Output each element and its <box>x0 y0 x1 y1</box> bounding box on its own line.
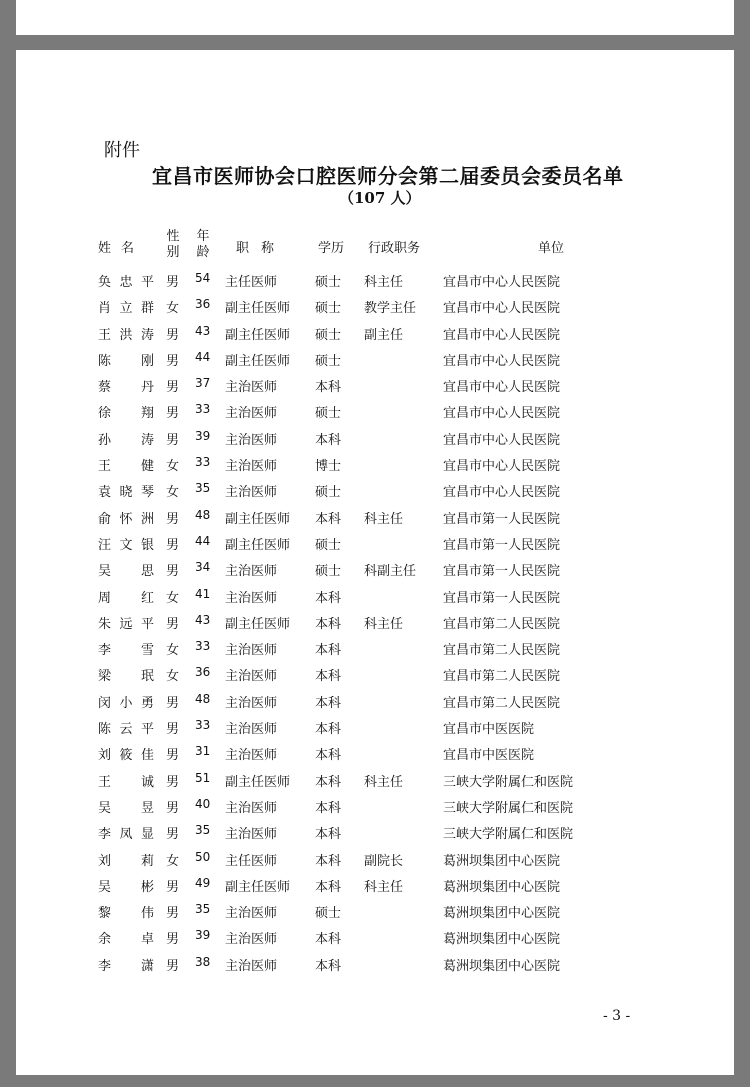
header-post: 行政职务 <box>368 241 421 256</box>
member-title: 主治医师 <box>225 800 278 816</box>
member-education: 本科 <box>315 643 342 659</box>
member-unit: 三峡大学附属仁和医院 <box>443 774 574 790</box>
member-title: 主治医师 <box>225 564 278 580</box>
member-age: 43 <box>195 323 211 338</box>
attachment-label: 附件 <box>104 140 140 161</box>
member-unit: 宜昌市中心人民医院 <box>443 432 561 448</box>
member-post: 副主任 <box>364 327 404 343</box>
table-row <box>16 425 734 451</box>
table-row <box>16 740 734 766</box>
member-age: 41 <box>195 586 211 601</box>
header-unit: 单位 <box>538 241 565 256</box>
member-unit: 宜昌市中心人民医院 <box>443 301 561 317</box>
member-education: 本科 <box>315 958 342 974</box>
member-title: 主治医师 <box>225 827 278 843</box>
member-name: 王诚 <box>98 774 154 790</box>
member-age: 48 <box>195 691 211 706</box>
member-gender: 女 <box>166 301 180 317</box>
header-title: 职称 <box>236 241 287 256</box>
member-post: 科主任 <box>364 879 404 895</box>
member-unit: 宜昌市中心人民医院 <box>443 275 561 290</box>
member-name: 汪文银 <box>98 537 154 553</box>
member-age: 34 <box>195 560 211 575</box>
member-age: 54 <box>195 271 211 285</box>
member-age: 35 <box>195 823 211 838</box>
member-name: 俞怀洲 <box>98 511 154 527</box>
header-age: 年龄 <box>196 229 210 260</box>
member-age: 31 <box>195 744 211 759</box>
member-age: 39 <box>195 428 211 443</box>
member-education: 硕士 <box>315 906 342 922</box>
member-education: 本科 <box>315 853 342 869</box>
member-gender: 男 <box>166 774 180 790</box>
header-education: 学历 <box>318 241 345 256</box>
member-name: 周红 <box>98 590 154 606</box>
member-name: 黎伟 <box>98 906 154 922</box>
member-age: 48 <box>195 507 211 522</box>
member-name: 李雪 <box>98 643 154 659</box>
member-gender: 男 <box>166 327 180 343</box>
table-row <box>16 819 734 845</box>
member-education: 硕士 <box>315 353 342 369</box>
table-row <box>16 898 734 924</box>
member-unit: 宜昌市中心人民医院 <box>443 406 561 422</box>
member-unit: 宜昌市中医医院 <box>443 748 535 764</box>
member-education: 本科 <box>315 511 342 527</box>
member-unit: 葛洲坝集团中心医院 <box>443 932 561 948</box>
member-age: 33 <box>195 639 211 654</box>
member-title: 副主任医师 <box>225 301 291 317</box>
table-row <box>16 293 734 319</box>
table-row <box>16 661 734 687</box>
table-row <box>16 556 734 582</box>
member-title: 副主任医师 <box>225 616 291 632</box>
header-gender: 性别 <box>166 229 180 260</box>
member-unit: 葛洲坝集团中心医院 <box>443 853 561 869</box>
member-name: 陈云平 <box>98 722 154 738</box>
table-row <box>16 398 734 424</box>
member-title: 主治医师 <box>225 485 278 501</box>
member-gender: 男 <box>166 275 180 290</box>
member-age: 33 <box>195 718 211 733</box>
member-title: 主治医师 <box>225 380 278 396</box>
member-gender: 男 <box>166 879 180 895</box>
member-title: 副主任医师 <box>225 879 291 895</box>
member-unit: 葛洲坝集团中心医院 <box>443 958 561 974</box>
member-unit: 葛洲坝集团中心医院 <box>443 879 561 895</box>
member-gender: 女 <box>166 459 180 475</box>
member-education: 本科 <box>315 616 342 632</box>
member-gender: 男 <box>166 380 180 396</box>
member-education: 本科 <box>315 774 342 790</box>
member-title: 副主任医师 <box>225 327 291 343</box>
member-gender: 男 <box>166 800 180 816</box>
member-gender: 女 <box>166 853 180 869</box>
member-education: 硕士 <box>315 275 342 290</box>
member-age: 33 <box>195 455 211 470</box>
member-education: 博士 <box>315 459 342 475</box>
member-name: 奂忠平 <box>98 275 154 290</box>
member-unit: 宜昌市第二人民医院 <box>443 695 561 711</box>
member-gender: 男 <box>166 748 180 764</box>
member-post: 副院长 <box>364 853 404 869</box>
document-title: 宜昌市医师协会口腔医师分会第二届委员会委员名单 <box>152 164 624 188</box>
member-title: 主治医师 <box>225 932 278 948</box>
table-row <box>16 951 734 977</box>
member-age: 50 <box>195 849 211 864</box>
member-gender: 男 <box>166 432 180 448</box>
member-name: 徐翔 <box>98 406 154 422</box>
member-name: 肖立群 <box>98 301 154 317</box>
member-gender: 男 <box>166 616 180 632</box>
member-gender: 男 <box>166 695 180 711</box>
member-gender: 男 <box>166 906 180 922</box>
member-education: 本科 <box>315 827 342 843</box>
member-name: 袁晓琴 <box>98 485 154 501</box>
member-name: 王健 <box>98 459 154 475</box>
member-education: 本科 <box>315 380 342 396</box>
member-name: 陈刚 <box>98 353 154 369</box>
member-education: 硕士 <box>315 406 342 422</box>
member-title: 主治医师 <box>225 432 278 448</box>
member-gender: 男 <box>166 564 180 580</box>
member-unit: 宜昌市第一人民医院 <box>443 590 561 606</box>
member-post: 科主任 <box>364 616 404 632</box>
member-unit: 宜昌市中心人民医院 <box>443 459 561 475</box>
member-age: 44 <box>195 533 211 548</box>
member-name: 王洪涛 <box>98 327 154 343</box>
member-unit: 宜昌市第一人民医院 <box>443 564 561 580</box>
member-age: 33 <box>195 402 211 417</box>
member-unit: 宜昌市第一人民医院 <box>443 537 561 553</box>
member-unit: 宜昌市中心人民医院 <box>443 327 561 343</box>
member-name: 朱远平 <box>98 616 154 632</box>
member-gender: 男 <box>166 932 180 948</box>
member-age: 36 <box>195 297 211 312</box>
member-title: 副主任医师 <box>225 511 291 527</box>
previous-page <box>16 0 734 35</box>
member-name: 吴思 <box>98 564 154 580</box>
member-title: 主治医师 <box>225 748 278 764</box>
table-row <box>16 530 734 556</box>
member-title: 主任医师 <box>225 275 278 290</box>
member-education: 硕士 <box>315 485 342 501</box>
member-age: 38 <box>195 954 211 969</box>
header-name: 姓名 <box>98 241 145 256</box>
member-education: 硕士 <box>315 301 342 317</box>
member-post: 教学主任 <box>364 301 417 317</box>
member-name: 吴彬 <box>98 879 154 895</box>
member-age: 40 <box>195 796 211 811</box>
member-education: 本科 <box>315 748 342 764</box>
member-education: 本科 <box>315 669 342 685</box>
member-unit: 宜昌市第二人民医院 <box>443 643 561 659</box>
member-gender: 女 <box>166 643 180 659</box>
member-post: 科副主任 <box>364 564 417 580</box>
member-table <box>16 267 734 977</box>
member-title: 主治医师 <box>225 958 278 974</box>
member-age: 51 <box>195 770 211 785</box>
table-row <box>16 451 734 477</box>
member-gender: 女 <box>166 485 180 501</box>
member-name: 李潇 <box>98 958 154 974</box>
member-title: 主治医师 <box>225 695 278 711</box>
table-row <box>16 477 734 503</box>
member-name: 吴昱 <box>98 800 154 816</box>
table-row <box>16 346 734 372</box>
table-row <box>16 609 734 635</box>
member-age: 43 <box>195 612 211 627</box>
member-education: 本科 <box>315 932 342 948</box>
member-name: 闵小勇 <box>98 695 154 711</box>
table-row <box>16 320 734 346</box>
member-gender: 男 <box>166 353 180 369</box>
member-education: 本科 <box>315 879 342 895</box>
member-age: 35 <box>195 902 211 917</box>
table-row <box>16 872 734 898</box>
table-row <box>16 924 734 950</box>
table-row <box>16 267 734 293</box>
member-gender: 男 <box>166 722 180 738</box>
member-unit: 宜昌市中医医院 <box>443 722 535 738</box>
member-unit: 宜昌市第二人民医院 <box>443 669 561 685</box>
table-row <box>16 714 734 740</box>
member-age: 44 <box>195 349 211 364</box>
member-title: 主治医师 <box>225 669 278 685</box>
table-row <box>16 372 734 398</box>
member-title: 主治医师 <box>225 643 278 659</box>
member-education: 本科 <box>315 722 342 738</box>
member-post: 科主任 <box>364 275 404 290</box>
table-row <box>16 767 734 793</box>
member-education: 本科 <box>315 432 342 448</box>
member-gender: 男 <box>166 537 180 553</box>
table-row <box>16 793 734 819</box>
member-post: 科主任 <box>364 774 404 790</box>
member-age: 49 <box>195 875 211 890</box>
table-row <box>16 583 734 609</box>
member-count: （107 人） <box>339 189 421 207</box>
member-name: 孙涛 <box>98 432 154 448</box>
member-unit: 三峡大学附属仁和医院 <box>443 827 574 843</box>
member-name: 刘筱佳 <box>98 748 154 764</box>
table-row <box>16 846 734 872</box>
member-education: 硕士 <box>315 537 342 553</box>
member-name: 梁珉 <box>98 669 154 685</box>
member-education: 本科 <box>315 695 342 711</box>
table-row <box>16 688 734 714</box>
table-row <box>16 504 734 530</box>
member-title: 副主任医师 <box>225 353 291 369</box>
member-gender: 男 <box>166 958 180 974</box>
member-gender: 男 <box>166 511 180 527</box>
member-unit: 宜昌市中心人民医院 <box>443 353 561 369</box>
table-row <box>16 635 734 661</box>
member-title: 主治医师 <box>225 722 278 738</box>
member-name: 刘莉 <box>98 853 154 869</box>
member-title: 主任医师 <box>225 853 278 869</box>
member-gender: 女 <box>166 669 180 685</box>
member-education: 硕士 <box>315 327 342 343</box>
member-unit: 宜昌市中心人民医院 <box>443 485 561 501</box>
member-unit: 宜昌市中心人民医院 <box>443 380 561 396</box>
member-name: 李凤显 <box>98 827 154 843</box>
member-title: 副主任医师 <box>225 774 291 790</box>
member-gender: 男 <box>166 827 180 843</box>
member-unit: 三峡大学附属仁和医院 <box>443 800 574 816</box>
member-title: 主治医师 <box>225 459 278 475</box>
member-title: 主治医师 <box>225 906 278 922</box>
member-education: 本科 <box>315 590 342 606</box>
member-title: 主治医师 <box>225 590 278 606</box>
member-title: 主治医师 <box>225 406 278 422</box>
member-gender: 女 <box>166 590 180 606</box>
member-age: 35 <box>195 481 211 496</box>
member-name: 余卓 <box>98 932 154 948</box>
document-page <box>16 50 734 1075</box>
member-gender: 男 <box>166 406 180 422</box>
member-age: 39 <box>195 928 211 943</box>
member-unit: 宜昌市第一人民医院 <box>443 511 561 527</box>
member-age: 37 <box>195 376 211 391</box>
member-title: 副主任医师 <box>225 537 291 553</box>
member-unit: 葛洲坝集团中心医院 <box>443 906 561 922</box>
member-age: 36 <box>195 665 211 680</box>
member-unit: 宜昌市第二人民医院 <box>443 616 561 632</box>
member-name: 蔡丹 <box>98 380 154 396</box>
member-education: 硕士 <box>315 564 342 580</box>
member-post: 科主任 <box>364 511 404 527</box>
page-number: - 3 - <box>603 1008 631 1024</box>
member-education: 本科 <box>315 800 342 816</box>
